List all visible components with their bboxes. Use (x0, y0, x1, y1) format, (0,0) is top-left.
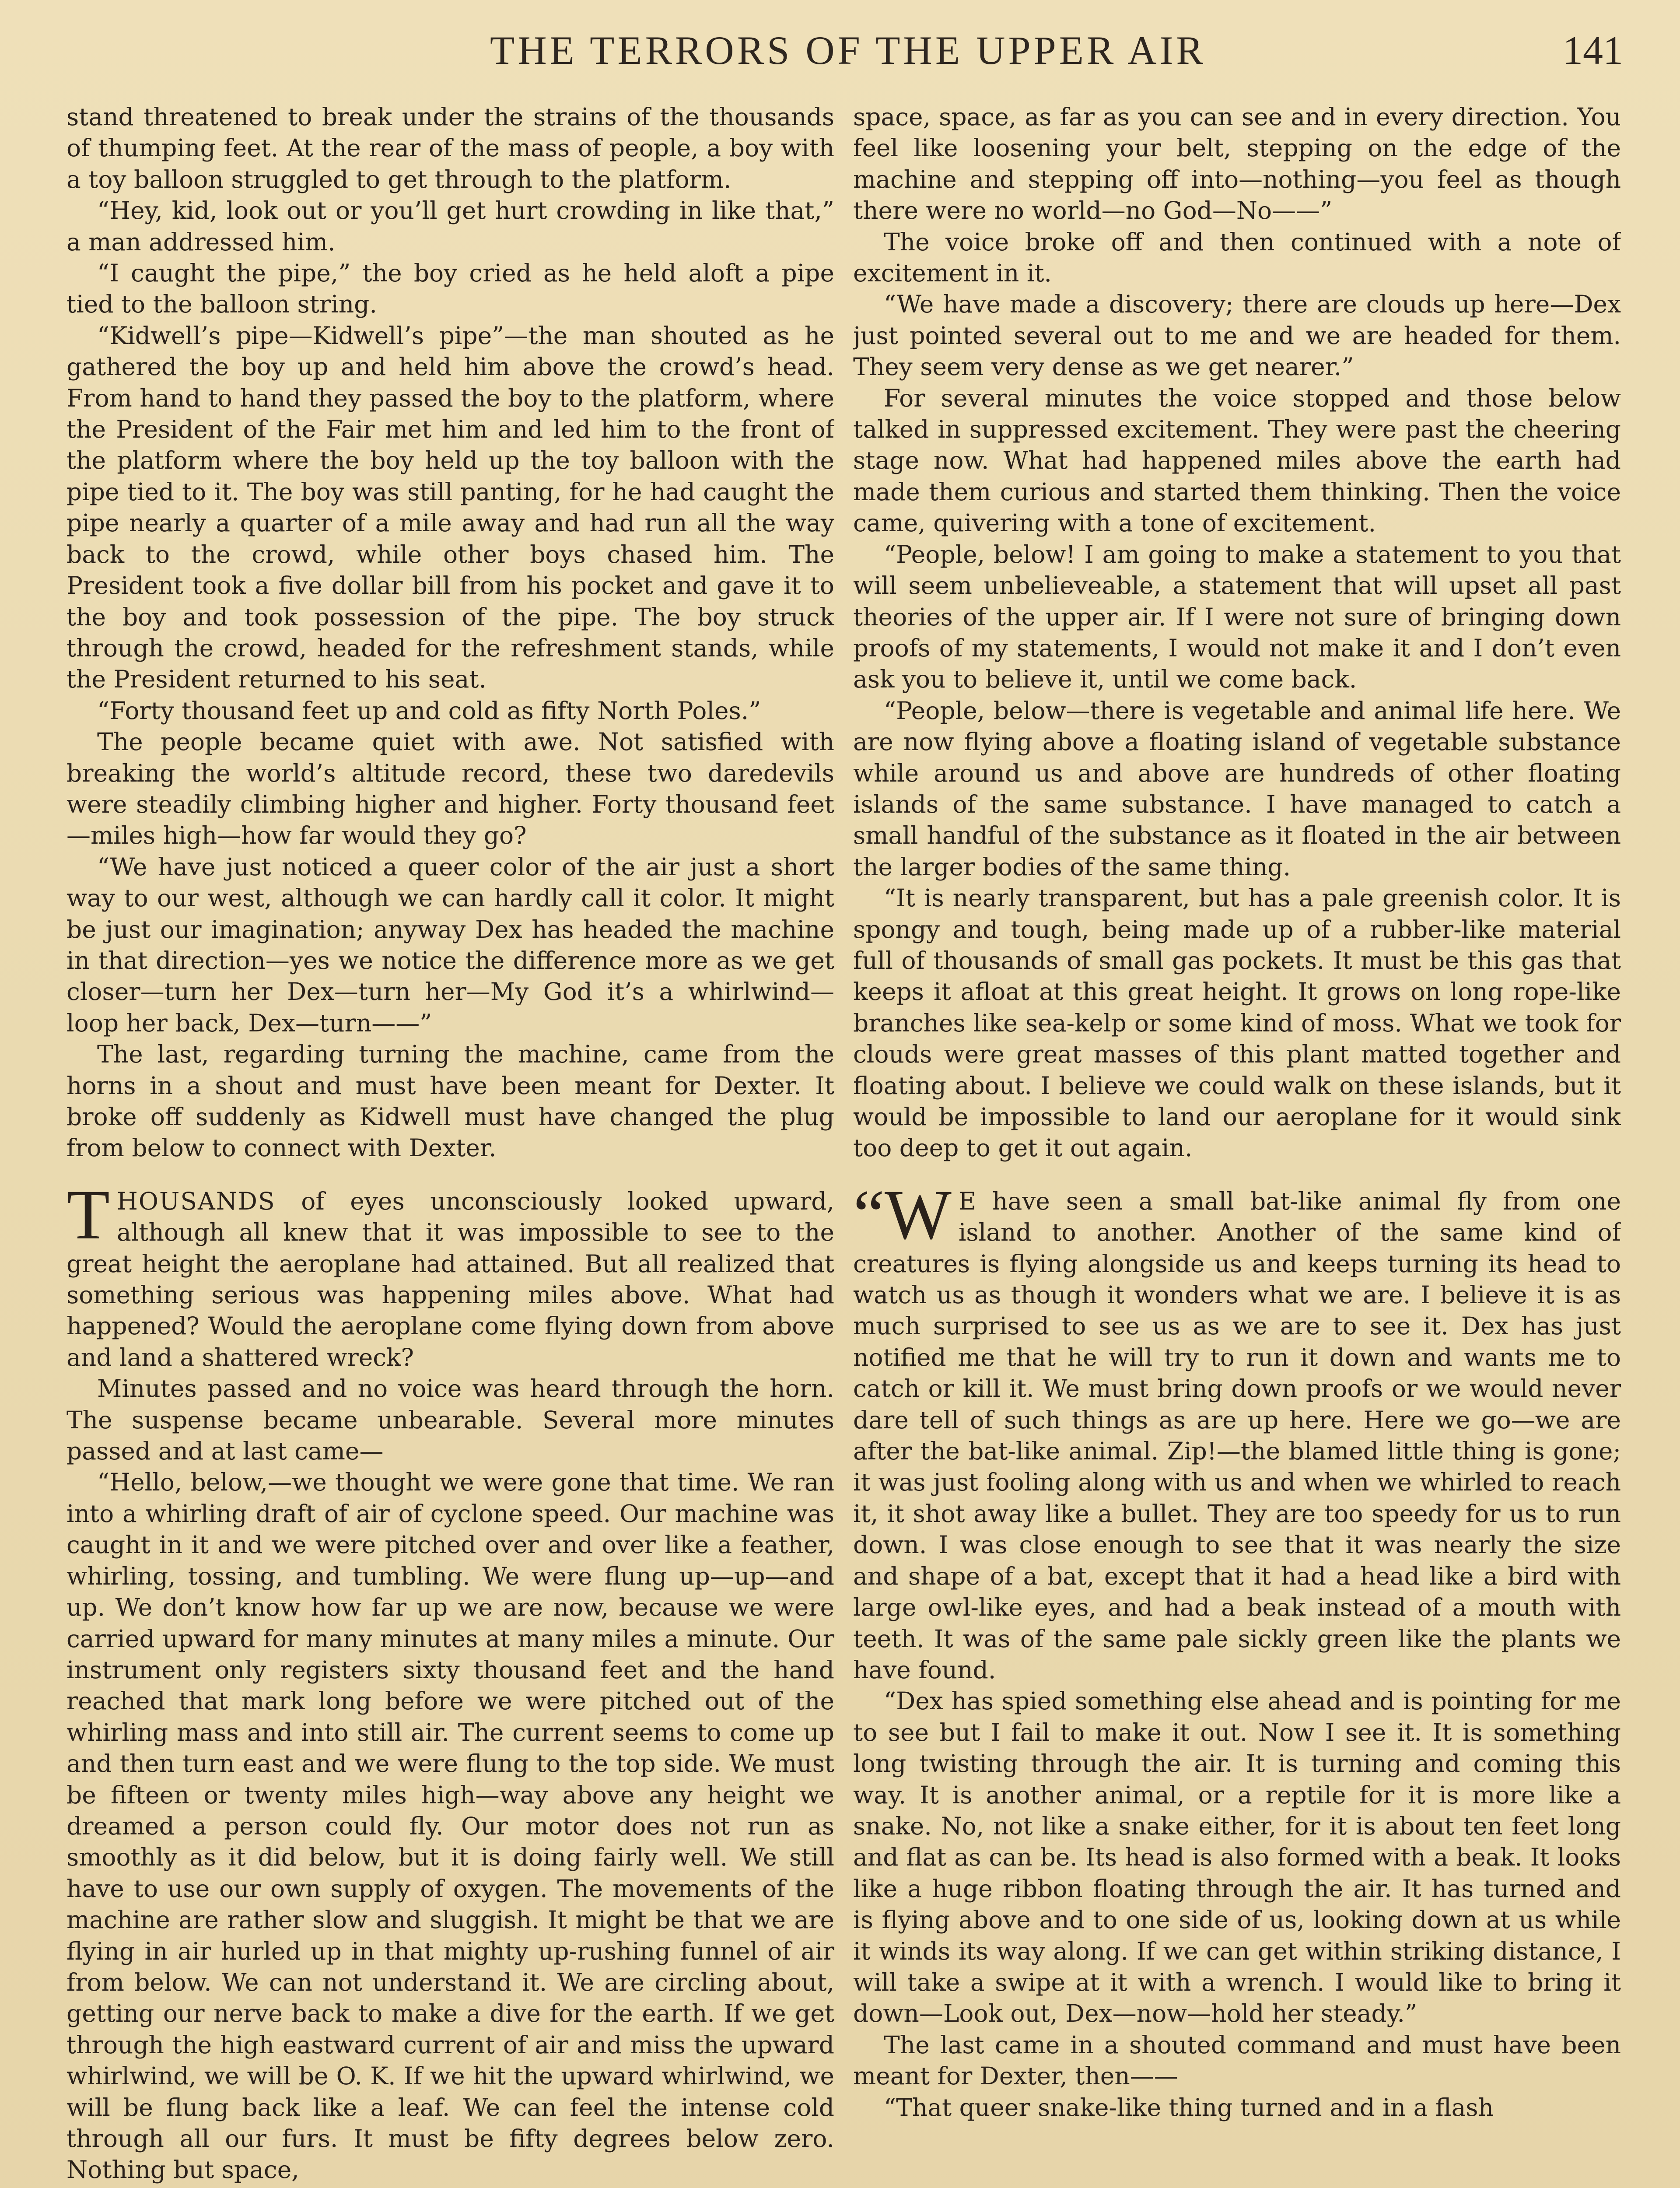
paragraph: “Forty thousand feet up and cold as fifty North Poles.” (97, 696, 761, 725)
paragraph: The last, regarding turning the machine, came from the horns in a shout and must have been meant for Dexter. It broke off suddenly as Kidwell must have changed the plug from below to connect with Dexter. (66, 1040, 834, 1162)
section-break (66, 1164, 834, 1186)
paragraph: space, space, as far as you can see and in every direction. You feel like loosening your belt, stepping on the edge of the machine and stepping off into—nothing—you feel as though there were no world—no God—No——” (853, 103, 1621, 225)
paragraph: The people became quiet with awe. Not satisfied with breaking the world’s altitude record, these two daredevils were steadily climbing higher and higher. Forty thousand feet—miles high—how far would they go? (66, 728, 834, 850)
paragraph: “We have made a discovery; there are clouds up here—Dex just pointed several out to me and we are headed for them. They seem very dense as we get nearer.” (853, 290, 1621, 381)
paragraph: “People, below! I am going to make a statement to you that will seem unbelieveable, a statement that will upset all past theories of the upper air. If I were not sure of bringing down proofs of my statements, I would not make it and I don’t even ask you to believe it, until we come back. (853, 540, 1621, 694)
paragraph: stand threatened to break under the strains of the thousands of thumping feet. At the rear of the mass of people, a boy with a toy balloon struggled to get through to the platform. (66, 103, 834, 193)
page-header (0, 27, 1680, 80)
paragraph: “People, below—there is vegetable and animal life here. We are now flying above a floating island of vegetable substance while around us and above are hundreds of other floating islands of the same substance. I have managed to catch a small handful of the substance as it floated in the air between the larger bodies of the same thing. (853, 696, 1621, 881)
paragraph: The voice broke off and then continued with a note of excitement in it. (853, 228, 1621, 288)
paragraph: The last came in a shouted command and must have been meant for Dexter, then—— (853, 2030, 1621, 2090)
paragraph: “Hello, below,—we thought we were gone that time. We ran into a whirling draft of air of cyclone speed. Our machine was caught in it and we were pitched over and over like a feather, whirling, tossing, and tumbling. We were flung up—up—and up. We don’t know how far up we are now, because we were carried upward for many minutes at many miles a minute. Our instrument only registers sixty thousand feet and the hand reached that mark long before we were pitched out of the whirling mass and into still air. The current seems to come up and then turn east and we were flung to the top side. We must be fifteen or twenty miles high—way above any height we dreamed a person could fly. Our motor does not run as smoothly as it did below, but it is doing fairly well. We still have to use our own supply of oxygen. The movements of the machine are rather slow and sluggish. It might be that we are flying in air hurled up in that mighty up-rushing funnel of air from below. We can not understand it. We are circling about, getting our nerve back to make a dive for the earth. If we get through the high eastward current of air and miss the upward whirlwind, we will be O. K. If we hit the upward whirlwind, we will be flung back like a leaf. We can feel the intense cold through all our furs. It must be fifty degrees below zero. Nothing but space, (66, 1468, 834, 2184)
drop-cap: “W (853, 1175, 952, 1254)
section-opening-paragraph (66, 1175, 834, 1373)
opening-text: of eyes unconsciously looked upward, although all knew that it was impossible to see to the great height the aeroplane had attained. But all realized that something serious was happening miles above. What had happened? Would the aeroplane come flying down from above and land a shattered wreck? (66, 1187, 834, 1371)
section-opening-paragraph (853, 1175, 1621, 1686)
paragraph: “Kidwell’s pipe—Kidwell’s pipe”—the man shouted as he gathered the boy up and held him above the crowd’s head. From hand to hand they passed the boy to the platform, where the President of the Fair met him and led him to the front of the platform where the boy held up the toy balloon with the pipe tied to it. The boy was still panting, for he had caught the pipe nearly a quarter of a mile away and had run all the way back to the crowd, while other boys chased him. The President took a five dollar bill from his pocket and gave it to the boy and took possession of the pipe. The boy struck through the crowd, headed for the refreshment stands, while the President returned to his seat. (66, 321, 834, 694)
paragraph: “Dex has spied something else ahead and is pointing for me to see but I fail to make it out. Now I see it. It is something long twisting through the air. It is turning and coming this way. It is another animal, or a reptile for it is more like a snake. No, not like a snake either, for it is about ten feet long and flat as can be. Its head is also formed with a beak. It looks like a huge ribbon floating through the air. It has turned and is flying above and to one side of us, looking down at us while it winds its way along. If we can get within striking distance, I will take a swipe at it with a wrench. I would like to bring it down—Look out, Dex—now—hold her steady.” (853, 1687, 1621, 2028)
section-break (853, 1164, 1621, 1186)
opening-text: E have seen a small bat-like animal fly from one island to another. Another of the same kind of creatures is flying alongside us and keeps turning its head to watch us as though it wonders what we are. I believe it is as much surprised to see us as we are to see it. Dex has just notified me that he will try to run it down and wants me to catch or kill it. We must bring down proofs or we would never dare tell of such things as are up here. Here we go—we are after the bat-like animal. Zip!—the blamed little thing is gone; it was just fooling along with us and when we whirled to reach it, it shot away like a bullet. They are too speedy for us to run down. I was close enough to see that it was nearly the size and shape of a bat, except that it had a head like a bird with large owl-like eyes, and had a beak instead of a mouth with teeth. It was of the same pale sickly green like the plants we have found. (853, 1187, 1621, 1684)
drop-cap: T (66, 1175, 110, 1254)
right-column (853, 102, 1621, 2188)
paragraph: “That queer snake-like thing turned and in a flash (884, 2093, 1494, 2121)
paragraph: “I caught the pipe,” the boy cried as he held aloft a pipe tied to the balloon string. (66, 259, 834, 319)
paragraph: “It is nearly transparent, but has a pale greenish color. It is spongy and tough, being made up of a rubber-like material full of thousands of small gas pockets. It must be this gas that keeps it afloat at this great height. It grows on long rope-like branches like sea-kelp or some kind of moss. What we took for clouds were great masses of this plant matted together and floating about. I believe we could walk on these islands, but it would be impossible to land our aeroplane for it would sink too deep to get it out again. (853, 884, 1621, 1162)
page-number: 141 (1563, 28, 1623, 73)
paragraph: “We have just noticed a queer color of the air just a short way to our west, although we can hardly call it color. It might be just our imagination; anyway Dex has headed the machine in that direction—yes we notice the difference more as we get closer—turn her Dex—turn her—My God it’s a whirlwind—loop her back, Dex—turn——” (66, 852, 834, 1037)
lead-in: HOUSANDS (116, 1187, 276, 1215)
paragraph: For several minutes the voice stopped and those below talked in suppressed excitement. They were past the cheering stage now. What had happened miles above the earth had made them curious and started them thinking. Then the voice came, quivering with a tone of excitement. (853, 384, 1621, 537)
running-title: THE TERRORS OF THE UPPER AIR (490, 28, 1206, 73)
paragraph: Minutes passed and no voice was heard through the horn. The suspense became unbearable. Several more minutes passed and at last came— (66, 1375, 834, 1466)
paragraph: “Hey, kid, look out or you’ll get hurt crowding in like that,” a man addressed him. (66, 196, 834, 256)
left-column (66, 102, 834, 2188)
